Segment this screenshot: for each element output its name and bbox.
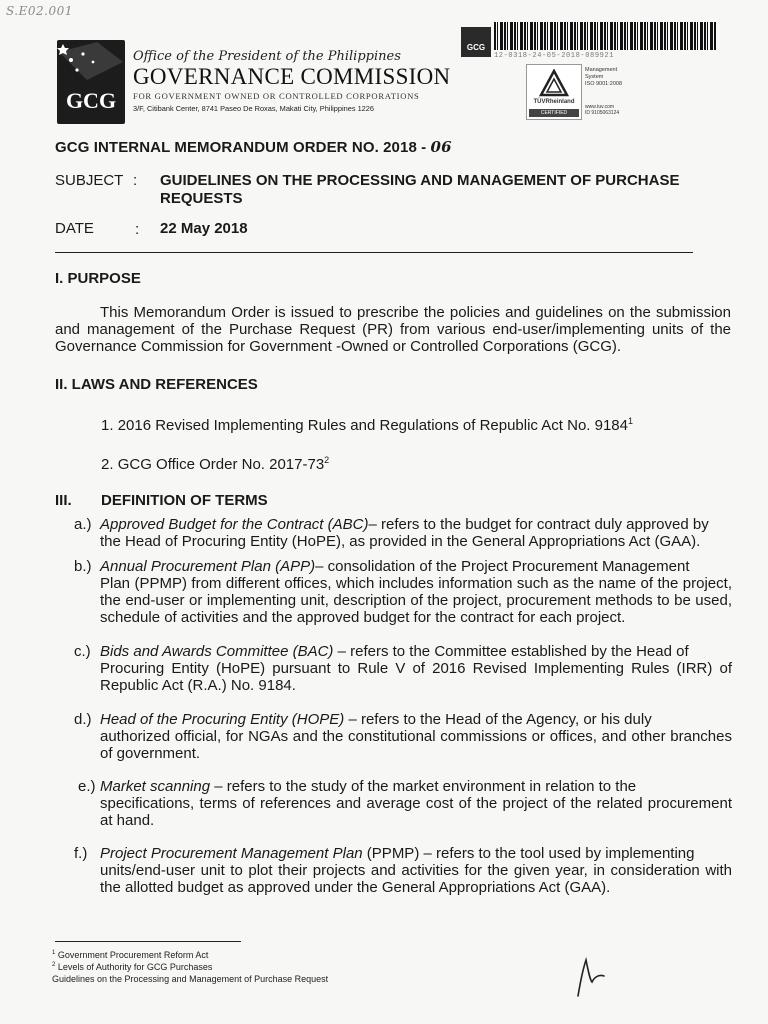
footnote-1 [52, 950, 208, 960]
definition-text-continued: the Head of Procuring Entity (HoPE), as provided in the General Appropriations Act (GAA). [100, 533, 701, 550]
purpose-heading: I. PURPOSE [55, 270, 141, 287]
definition-text: refers to the budget for contract duly approved by [381, 516, 709, 533]
memo-title-text: GCG INTERNAL MEMORANDUM ORDER NO. 2018 - [55, 139, 427, 156]
definition-marker: c.) [74, 643, 91, 660]
footnote-text: Government Procurement Reform Act [57, 950, 209, 960]
certification-lines [585, 67, 631, 88]
definition-text: refers to the tool used by implementing [436, 845, 695, 862]
certified-label: CERTIFIED [529, 109, 579, 117]
definition-item-app [74, 558, 732, 626]
definition-item-market-scanning [78, 778, 732, 829]
footnote-text: Levels of Authority for GCG Purchases [57, 962, 213, 972]
gcg-stamp: GCG [461, 27, 491, 57]
subject-label: SUBJECT [55, 172, 124, 189]
cert-line: System [585, 74, 604, 80]
handwritten-reference-code: S.E02.001 [6, 4, 73, 18]
definition-separator: – [210, 778, 227, 795]
definition-term: Approved Budget for the Contract (ABC) [100, 516, 369, 533]
definition-term: Bids and Awards Committee (BAC) [100, 643, 334, 660]
definition-text-continued: units/end-user unit to plot their projects and activities for the given year, in consideration with the allotted budget as approved under the General Appropriations Act (GAA). [100, 862, 732, 896]
definitions-heading: DEFINITION OF TERMS [101, 492, 268, 509]
logo-text: GCG [65, 88, 117, 113]
definition-marker: e.) [78, 778, 96, 795]
date-colon: : [135, 221, 140, 238]
header-divider [55, 252, 693, 253]
definition-marker: d.) [74, 711, 92, 728]
definition-text: refers to the study of the market environment in relation to the [226, 778, 637, 795]
definition-marker: b.) [74, 558, 92, 575]
footnote-marker: 1 [628, 416, 634, 426]
footer-text: Guidelines on the Processing and Management of Purchase Request [52, 974, 329, 984]
definition-item-ppmp [74, 845, 732, 896]
footnote-number: 2 [52, 962, 56, 968]
definition-term: Annual Procurement Plan (APP) [100, 558, 316, 575]
definition-term: Project Procurement Management Plan [100, 845, 363, 862]
office-address: 3/F, Citibank Center, 8741 Paseo De Roxas, Makati City, Philippines 1226 [133, 104, 375, 113]
definition-text: consolidation of the Project Procurement Management [327, 558, 690, 575]
barcode-number: 12-0318-24-05-2018-089921 [494, 52, 615, 60]
definition-item-hope [74, 711, 732, 762]
definition-marker: f.) [74, 845, 88, 862]
definition-term: Market scanning [100, 778, 211, 795]
law-item-text: 2016 Revised Implementing Rules and Regulations of Republic Act No. 9184 [117, 417, 628, 434]
cert-line: ISO 9001:2008 [585, 81, 623, 87]
cert-line: Management [585, 67, 618, 73]
footnote-divider [55, 941, 241, 942]
definition-text: refers to the Head of the Agency, or his duly [360, 711, 652, 728]
date-text: 22 May 2018 [160, 220, 248, 237]
triangle-certification-icon [539, 69, 569, 97]
definition-text-continued: authorized official, for NGAs and the constitutional commissions or offices, and other branches of government. [100, 728, 732, 762]
definition-text-continued: Procuring Entity (HoPE) pursuant to Rule V of 2016 Revised Implementing Rules (IRR) of Republic Act (R.A.) No. 9184. [100, 660, 732, 694]
certification-url [585, 104, 619, 116]
definition-term: Head of the Procuring Entity (HOPE) [100, 711, 345, 728]
footnote-marker: 2 [324, 455, 330, 465]
definition-text-continued: specifications, terms of references and average cost of the project of the related procurement at hand. [100, 795, 732, 829]
definition-separator: – [333, 643, 351, 660]
laws-heading: II. LAWS AND REFERENCES [55, 376, 258, 393]
footnote-number: 1 [52, 950, 56, 956]
cert-url-text: www.tuv.com [585, 104, 615, 110]
definition-text: refers to the Committee established by the Head of [350, 643, 689, 660]
definition-text-continued: Plan (PPMP) from different offices, which includes information such as the name of the project, the end-user or implementing unit, description of the project, procurement methods to be used, schedule of activities and the approved budget for the contract for each project. [100, 575, 732, 626]
barcode-icon [494, 22, 716, 50]
purpose-paragraph: This Memorandum Order is issued to prescribe the policies and guidelines on the submission and management of the Purchase Request (PR) from various end-user/implementing units of the Governance Commission for Government -Owned or Controlled Corporations (GCG). [55, 304, 731, 355]
office-of-the-president-line: Office of the President of the Philippines [133, 49, 401, 64]
definition-item-bac [74, 643, 732, 694]
definition-marker: a.) [74, 516, 92, 533]
definitions-heading-number: III. [55, 492, 72, 509]
definition-separator: – [315, 558, 328, 575]
commission-name: GOVERNANCE COMMISSION [133, 64, 451, 89]
definition-separator: – [368, 516, 381, 533]
tuv-mark: TÜVRheinland [533, 99, 575, 105]
law-item-number: 1. [101, 417, 114, 434]
footnote-2 [52, 962, 212, 972]
definition-item-abc [74, 516, 732, 550]
law-item-text: GCG Office Order No. 2017-73 [117, 456, 325, 473]
definition-separator: – [344, 711, 361, 728]
tuv-certification-badge [526, 64, 582, 120]
document-footer-title [52, 974, 328, 984]
commission-subline: FOR GOVERNMENT OWNED OR CONTROLLED CORPORATIONS [133, 91, 420, 101]
law-reference-item [101, 455, 329, 473]
gcg-logo [57, 40, 125, 124]
handwritten-initials-signature [570, 950, 610, 1000]
memo-title [55, 138, 452, 156]
subject-colon: : [133, 172, 138, 189]
definition-separator: (PPMP) – [362, 845, 436, 862]
law-reference-item [101, 416, 633, 434]
cert-id-text: ID 9105063124 [585, 110, 620, 116]
date-label: DATE [55, 220, 94, 237]
law-item-number: 2. [101, 456, 114, 473]
memo-handwritten-number: 06 [430, 138, 452, 156]
subject-text: GUIDELINES ON THE PROCESSING AND MANAGEMENT OF PURCHASE REQUESTS [160, 172, 680, 207]
